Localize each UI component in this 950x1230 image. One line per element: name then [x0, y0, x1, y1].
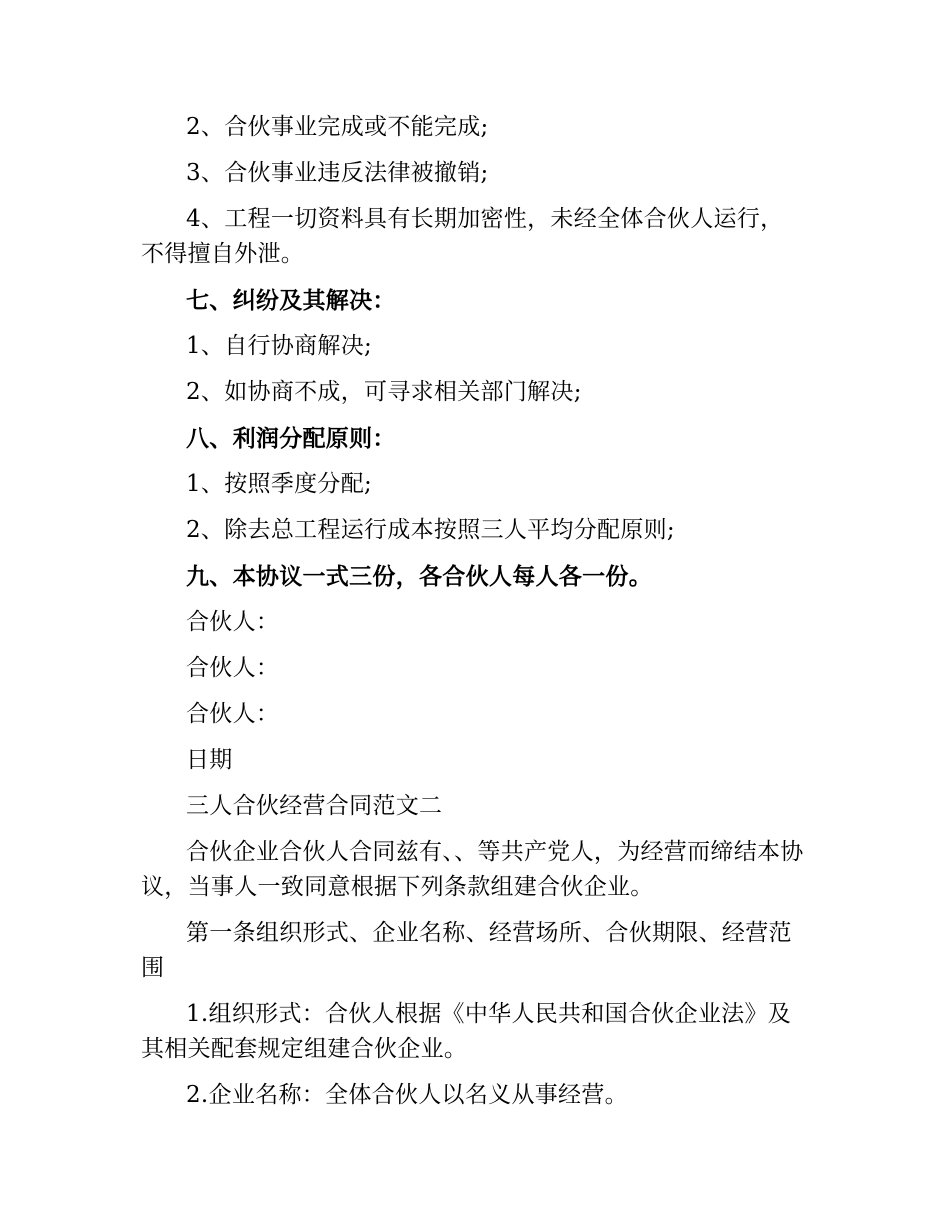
- sample-title: 三人合伙经营合同范文二: [186, 793, 443, 819]
- paragraph-profit-item-2: 2、除去总工程运行成本按照三人平均分配原则;: [186, 517, 675, 543]
- signature-line-partner-1: 合伙人：: [186, 609, 280, 635]
- paragraph-profit-item-1: 1、按照季度分配;: [186, 471, 373, 497]
- signature-line-partner-2: 合伙人：: [186, 655, 280, 681]
- section-heading-profit-distribution: 八、利润分配原则：: [186, 425, 396, 452]
- article-1-item-1: 1.组织形式：合伙人根据《中华人民共和国合伙企业法》及其相关配套规定组建合伙企业。: [141, 1001, 792, 1062]
- article-1-heading: 第一条组织形式、企业名称、经营场所、合伙期限、经营范围: [141, 920, 792, 981]
- section-heading-disputes: 七、纠纷及其解决：: [186, 287, 396, 314]
- paragraph-dissolution-item-4: 4、工程一切资料具有长期加密性，未经全体合伙人运行，不得擅自外泄。: [141, 206, 784, 267]
- document-body: [141, 110, 806, 1124]
- signature-line-partner-3: 合伙人：: [186, 701, 280, 727]
- paragraph-intro: 合伙企业合伙人合同兹有、、等共产党人，为经营而缔结本协议，当事人一致同意根据下列条款组建合伙企业。: [141, 839, 804, 900]
- paragraph-dissolution-item-2: 2、合伙事业完成或不能完成;: [186, 114, 489, 140]
- paragraph-disputes-item-2: 2、如协商不成，可寻求相关部门解决;: [186, 379, 582, 405]
- paragraph-dissolution-item-3: 3、合伙事业违反法律被撤销;: [186, 160, 489, 186]
- article-1-item-2: 2.企业名称：全体合伙人以名义从事经营。: [186, 1082, 628, 1108]
- section-heading-copies: 九、本协议一式三份，各合伙人每人各一份。: [186, 563, 652, 590]
- paragraph-disputes-item-1: 1、自行协商解决;: [186, 333, 373, 359]
- signature-line-date: 日期: [186, 747, 233, 773]
